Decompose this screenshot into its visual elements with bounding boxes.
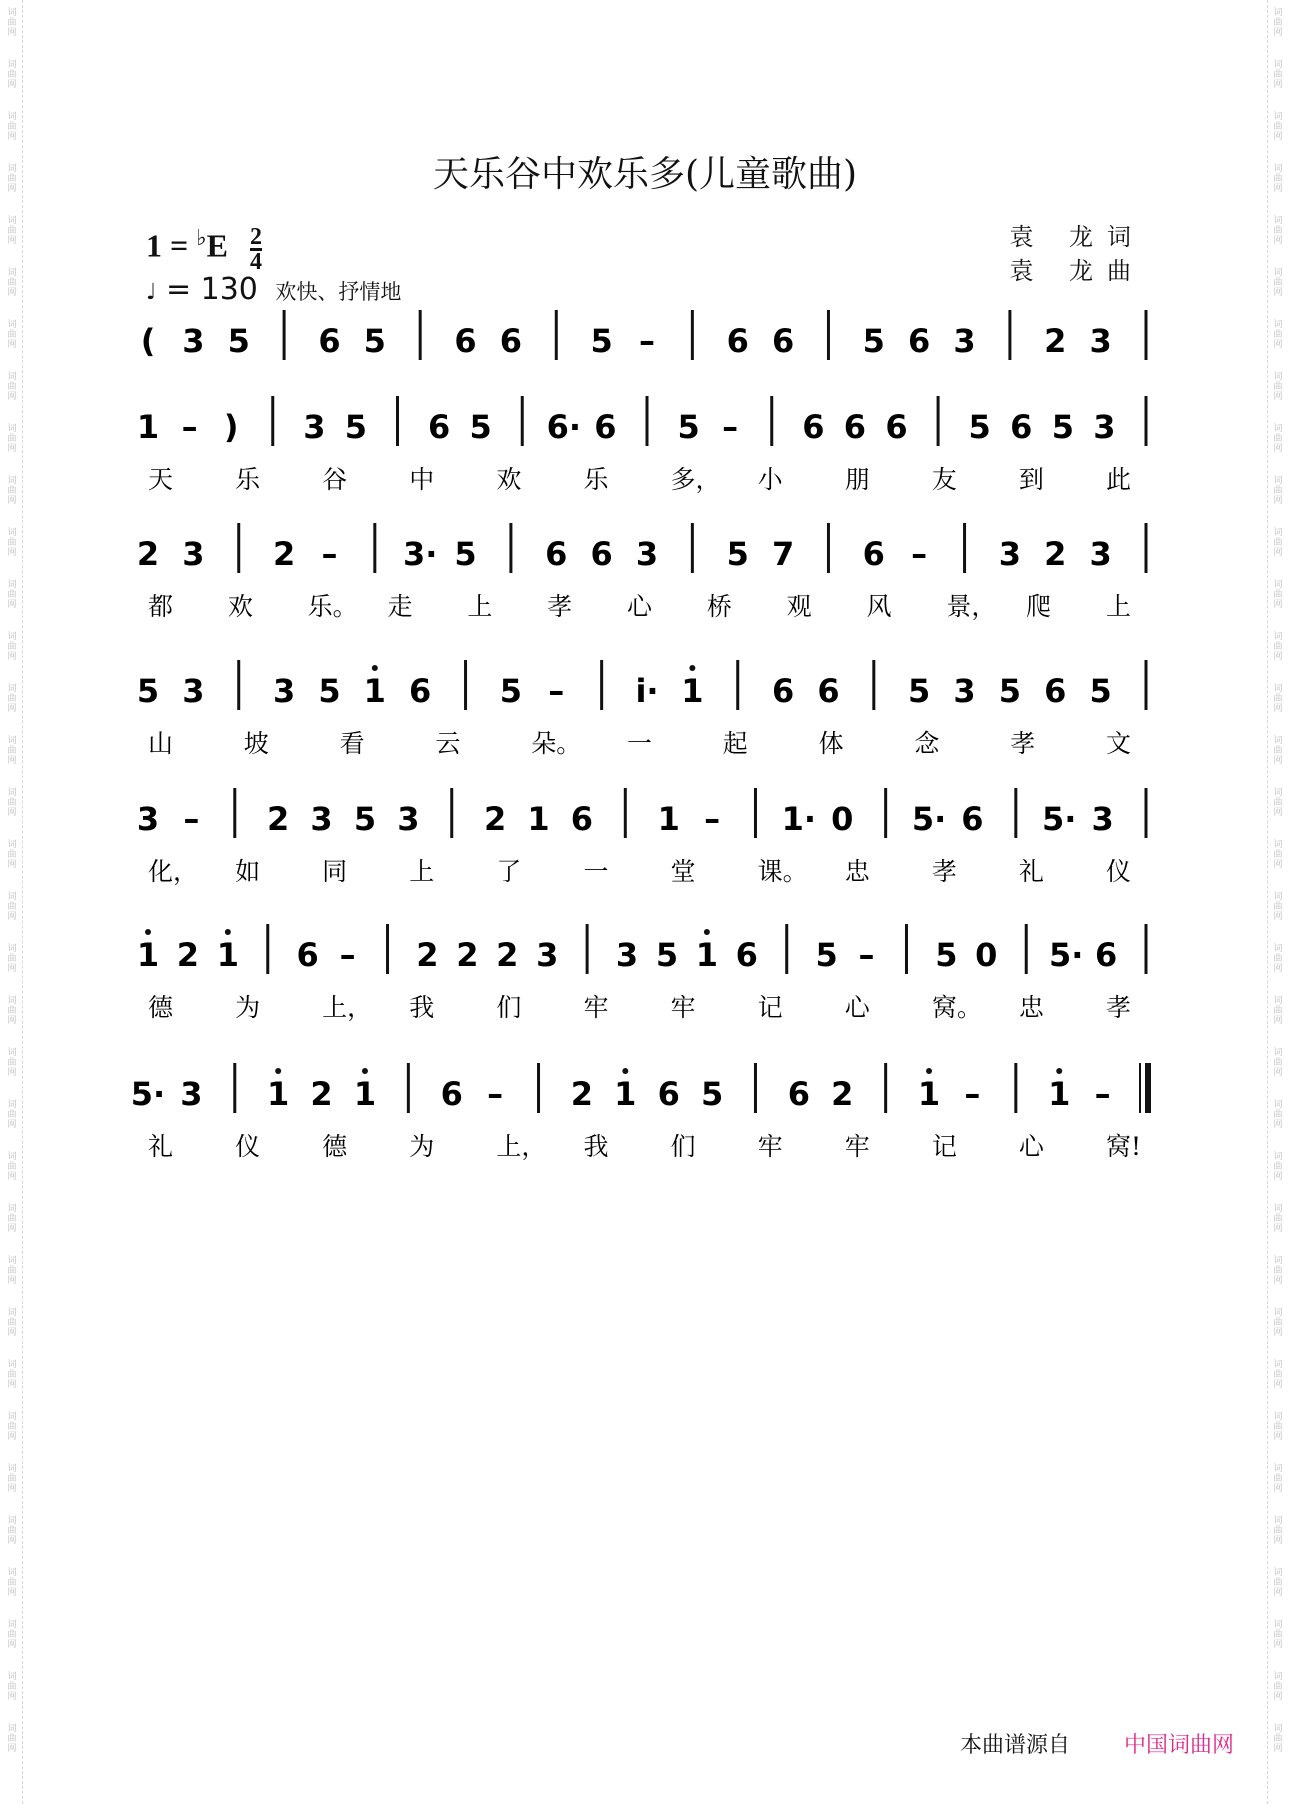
note: 1 [363, 672, 386, 710]
watermark-text: 词 曲 网 [1273, 684, 1283, 714]
watermark-text: 词 曲 网 [1273, 268, 1283, 298]
watermark-text: 词 曲 网 [7, 1152, 17, 1182]
tempo-value: = 130 [165, 272, 258, 307]
watermark-text: 词 曲 网 [1273, 1620, 1283, 1650]
watermark-text: 词 曲 网 [1273, 320, 1283, 350]
lyric-syllable: 窝! [1106, 1132, 1142, 1161]
note: 2 [1044, 535, 1067, 573]
note: 5 [862, 322, 885, 360]
high-octave-dot [362, 1068, 368, 1074]
note: 2 [483, 800, 507, 838]
lyric-syllable: 心 [627, 592, 653, 621]
watermark-text: 词 曲 网 [7, 684, 17, 714]
watermark-text: 词 曲 网 [7, 944, 17, 974]
time-bottom: 4 [249, 248, 262, 275]
watermark-text: 词 曲 网 [1273, 1048, 1283, 1078]
key-prefix: 1 = [146, 227, 197, 264]
lyric-syllable: 仪 [1106, 857, 1132, 886]
lyric-syllable: 看 [339, 729, 365, 758]
high-octave-dot [689, 665, 695, 671]
watermark-text: 词 曲 网 [7, 892, 17, 922]
note: 6 [771, 322, 795, 360]
note: 2 [1044, 322, 1067, 360]
note: 3 [1093, 408, 1116, 446]
note: 3 [635, 535, 659, 573]
song-title: 天乐谷中欢乐多(儿童歌曲) [432, 154, 858, 195]
note: 1 [136, 936, 160, 974]
watermark-text: 词 曲 网 [7, 1464, 17, 1494]
note: 1 [681, 672, 704, 710]
watermark-text: 词 曲 网 [1273, 424, 1283, 454]
lyric-syllable: 起 [722, 729, 748, 758]
watermark-text: 词 曲 网 [7, 528, 17, 558]
note: 6 [735, 936, 758, 974]
lyric-syllable: 体 [818, 729, 844, 758]
lyric-syllable: 上， [496, 1132, 547, 1161]
note: 2 [496, 936, 519, 974]
lyric-syllable: 念 [914, 729, 940, 758]
note: – [964, 1075, 981, 1113]
note: – [639, 322, 655, 360]
note: 1 [1048, 1075, 1071, 1113]
note: 0 [831, 800, 854, 838]
note: 5· [1042, 800, 1077, 838]
lyric-syllable: 爬 [1026, 592, 1052, 621]
composer: 袁 龙曲 [1009, 257, 1145, 285]
note: 5 [700, 1075, 724, 1113]
note: 1 [353, 1075, 377, 1113]
note: 6 [318, 322, 341, 360]
note: 3 [615, 936, 639, 974]
note: 1· [781, 800, 817, 838]
note: 6 [409, 672, 432, 710]
watermark-text: 词 曲 网 [7, 996, 17, 1026]
lyric-syllable: 云 [435, 729, 461, 758]
watermark-text: 词 曲 网 [7, 1100, 17, 1130]
note: 5 [318, 672, 341, 710]
note: 5 [353, 800, 377, 838]
lyric-syllable: 为 [409, 1132, 435, 1161]
watermark-text: 词 曲 网 [7, 840, 17, 870]
lyric-syllable: 我 [583, 1132, 609, 1161]
watermark-text: 词 曲 网 [1273, 1100, 1283, 1130]
watermark-text: 词 曲 网 [1273, 112, 1283, 142]
note: 2 [831, 1075, 854, 1113]
lyric-syllable: 忠 [1018, 993, 1044, 1022]
note: 1 [614, 1075, 637, 1113]
note: 3 [182, 322, 205, 360]
high-octave-dot [622, 1068, 628, 1074]
note: – [1094, 1075, 1111, 1113]
note: 2 [416, 936, 439, 974]
lyric-syllable: 天 [148, 465, 174, 494]
watermark-text: 词 曲 网 [7, 788, 17, 818]
watermark-text: 词 曲 网 [1273, 840, 1283, 870]
lyric-syllable: 谷 [322, 465, 348, 494]
lyric-syllable: 忠 [844, 857, 870, 886]
note: 6 [499, 322, 523, 360]
note: 3 [953, 672, 976, 710]
watermark-text: 词 曲 网 [1273, 1568, 1283, 1598]
watermark-text: 词 曲 网 [7, 8, 17, 38]
footer [960, 1728, 1234, 1759]
note: 5 [655, 936, 679, 974]
note: 2 [570, 1075, 594, 1113]
note: 3 [272, 672, 296, 710]
note: 5 [908, 672, 931, 710]
note: 6 [427, 408, 451, 446]
watermark-text: 词 曲 网 [1273, 632, 1283, 662]
lyric-syllable: 了 [496, 857, 522, 886]
watermark-text: 词 曲 网 [1273, 1204, 1283, 1234]
lyric-syllable: 如 [235, 857, 261, 886]
lyric-syllable: 一 [627, 729, 653, 758]
watermark-text: 词 曲 网 [7, 632, 17, 662]
note: 6 [885, 408, 908, 446]
lyric-syllable: 观 [786, 592, 812, 621]
watermark-text: 词 曲 网 [7, 164, 17, 194]
note: – [487, 1075, 504, 1113]
lyric-syllable: 多， [670, 465, 721, 494]
lyric-syllable: 牢 [670, 993, 696, 1022]
watermark-text: 词 曲 网 [7, 268, 17, 298]
note: 6 [570, 800, 594, 838]
note: 2 [176, 936, 200, 974]
flat-sign: ♭ [196, 225, 207, 250]
lyric-syllable: 上 [467, 592, 493, 621]
footer-brand-link[interactable]: 中国词曲网 [1124, 1733, 1235, 1758]
high-octave-dot [275, 1068, 281, 1074]
lyric-syllable: 们 [496, 993, 522, 1022]
lyric-syllable: 仪 [235, 1132, 261, 1161]
lyric-syllable: 上， [322, 993, 373, 1022]
lyric-syllable: 窝。 [931, 993, 982, 1022]
watermark-text: 词 曲 网 [7, 1412, 17, 1442]
note: 5 [454, 535, 477, 573]
lyric-syllable: 牢 [844, 1132, 870, 1161]
note: 6 [961, 800, 984, 838]
note: 5 [1089, 672, 1112, 710]
note: 1 [216, 936, 239, 974]
lyric-syllable: 我 [409, 993, 435, 1022]
high-octave-dot [704, 929, 710, 935]
lyric-syllable: 德 [148, 993, 174, 1022]
note: 5 [469, 408, 492, 446]
note: 5 [499, 672, 523, 710]
lyric-syllable: 乐 [235, 465, 261, 494]
note: 3 [182, 672, 205, 710]
watermark-text: 词 曲 网 [1273, 372, 1283, 402]
lyric-syllable: 孝 [1010, 729, 1036, 758]
note: 1 [527, 800, 550, 838]
note: 5 [726, 535, 749, 573]
note: 1 [267, 1075, 290, 1113]
note: 3 [998, 535, 1022, 573]
note: 3 [180, 1075, 203, 1113]
note: 6 [802, 408, 825, 446]
lyric-syllable: 欢 [227, 592, 253, 621]
note: 3 [182, 535, 205, 573]
watermark-text: 词 曲 网 [1273, 164, 1283, 194]
note: 3 [1089, 322, 1112, 360]
lyric-syllable: 桥 [706, 592, 732, 621]
note: 3 [953, 322, 976, 360]
note: 6 [1010, 408, 1033, 446]
lyric-syllable: 同 [322, 857, 348, 886]
lyric-syllable: 牢 [583, 993, 609, 1022]
key-note: E [206, 227, 228, 264]
watermark-text: 词 曲 网 [1273, 1412, 1283, 1442]
lyric-syllable: 朋 [844, 465, 870, 494]
note: 1 [695, 936, 719, 974]
watermark-text: 词 曲 网 [1273, 736, 1283, 766]
lyric-syllable: 上 [409, 857, 435, 886]
note: 5 [344, 408, 368, 446]
note: 5 [968, 408, 991, 446]
watermark-text: 词 曲 网 [1273, 60, 1283, 90]
watermark-text: 词 曲 网 [7, 216, 17, 246]
lyric-syllable: 孝 [931, 857, 957, 886]
lyric-syllable: 德 [322, 1132, 348, 1161]
note: 6 [843, 408, 867, 446]
watermark-text: 词 曲 网 [7, 372, 17, 402]
note: 5 [363, 322, 386, 360]
lyric-syllable: 上 [1106, 592, 1132, 621]
note: 7 [771, 535, 795, 573]
watermark-text: 词 曲 网 [1273, 944, 1283, 974]
note: 5 [136, 672, 160, 710]
lyric-syllable: 一 [583, 857, 609, 886]
lyric-syllable: 乐 [583, 465, 609, 494]
watermark-text: 词 曲 网 [1273, 528, 1283, 558]
note: – [321, 535, 338, 573]
lyric-syllable: 景， [946, 592, 997, 621]
note: 1 [657, 800, 680, 838]
note: 2 [272, 535, 296, 573]
watermark-text: 词 曲 网 [1273, 216, 1283, 246]
note: 2 [456, 936, 479, 974]
watermark-text: 词 曲 网 [7, 60, 17, 90]
lyricist: 袁 龙词 [1009, 223, 1145, 251]
note: 6 [1094, 936, 1118, 974]
note: 3 [1091, 800, 1114, 838]
watermark-text: 词 曲 网 [1273, 1464, 1283, 1494]
high-octave-dot [145, 929, 151, 935]
watermark-text: 词 曲 网 [7, 1256, 17, 1286]
note: 5 [590, 322, 613, 360]
watermark-text: 词 曲 网 [1273, 1672, 1283, 1702]
note: 5· [130, 1075, 166, 1113]
note: 6 [296, 936, 319, 974]
note: 6 [440, 1075, 463, 1113]
note: – [181, 408, 198, 446]
note: 6 [771, 672, 795, 710]
lyric-syllable: 中 [409, 465, 435, 494]
high-octave-dot [225, 929, 231, 935]
lyric-syllable: 们 [670, 1132, 696, 1161]
note: 3 [397, 800, 420, 838]
time-top: 2 [249, 223, 262, 250]
lyric-syllable: 乐。 [307, 592, 358, 621]
watermark-text: 词 曲 网 [1273, 580, 1283, 610]
watermark-text: 词 曲 网 [1273, 1516, 1283, 1546]
note: 3· [402, 535, 438, 573]
note: 5 [677, 408, 700, 446]
watermark-text: 词 曲 网 [1273, 1308, 1283, 1338]
lyric-syllable: 朵。 [531, 729, 582, 758]
lyric-syllable: 此 [1106, 465, 1132, 494]
lyric-syllable: 山 [148, 729, 174, 758]
watermark-text: 词 曲 网 [7, 1672, 17, 1702]
note: ( [140, 322, 156, 360]
high-octave-dot [1056, 1068, 1062, 1074]
quarter-note-icon: ♩ [146, 280, 157, 305]
note: – [183, 800, 200, 838]
note: 6· [546, 408, 582, 446]
lyric-syllable: 小 [757, 465, 783, 494]
lyric-syllable: 都 [148, 592, 174, 621]
note: 2 [136, 535, 160, 573]
note: 5 [998, 672, 1022, 710]
watermark-text: 词 曲 网 [7, 1568, 17, 1598]
note: – [911, 535, 928, 573]
watermark-text: 词 曲 网 [1273, 1152, 1283, 1182]
note: 6 [787, 1075, 811, 1113]
note: 5 [815, 936, 838, 974]
note: 2 [310, 1075, 333, 1113]
note: 6 [726, 322, 749, 360]
tempo-expression: 欢快、抒情地 [275, 280, 402, 304]
watermark-text: 词 曲 网 [7, 580, 17, 610]
watermark-text: 词 曲 网 [7, 424, 17, 454]
note: 3 [136, 800, 160, 838]
lyric-syllable: 牢 [757, 1132, 783, 1161]
lyric-syllable: 礼 [148, 1132, 174, 1161]
note: 5 [1051, 408, 1074, 446]
watermark-text: 词 曲 网 [7, 112, 17, 142]
lyric-syllable: 化， [148, 857, 199, 886]
note: – [858, 936, 875, 974]
footer-text: 本曲谱源自 [960, 1733, 1071, 1758]
note: 6 [1044, 672, 1067, 710]
lyric-syllable: 孝 [547, 592, 573, 621]
lyric-syllable: 到 [1018, 465, 1044, 494]
note: i· [635, 672, 659, 710]
note: 6 [590, 535, 613, 573]
lyric-syllable: 坡 [243, 729, 269, 758]
note: 6 [657, 1075, 680, 1113]
note: 3 [303, 408, 326, 446]
note: 6 [594, 408, 617, 446]
watermark-text: 词 曲 网 [7, 1048, 17, 1078]
watermark-text: 词 曲 网 [1273, 476, 1283, 506]
watermark-text: 词 曲 网 [1273, 1724, 1283, 1754]
watermark-text: 词 曲 网 [7, 320, 17, 350]
note: – [704, 800, 721, 838]
note: 2 [267, 800, 290, 838]
lyric-syllable: 文 [1106, 729, 1132, 758]
watermark-text: 词 曲 网 [7, 1724, 17, 1754]
note: – [548, 672, 565, 710]
lyric-syllable: 课。 [757, 857, 808, 886]
watermark-text: 词 曲 网 [1273, 8, 1283, 38]
note: – [722, 408, 739, 446]
note: 5 [227, 322, 250, 360]
lyric-syllable: 礼 [1018, 857, 1044, 886]
lyric-syllable: 走 [387, 592, 413, 621]
watermark-text: 词 曲 网 [7, 1360, 17, 1390]
lyric-syllable: 堂 [670, 857, 696, 886]
watermark-text: 词 曲 网 [7, 1204, 17, 1234]
high-octave-dot [926, 1068, 932, 1074]
lyric-syllable: 为 [235, 993, 261, 1022]
watermark-text: 词 曲 网 [1273, 788, 1283, 818]
note: ) [223, 408, 239, 446]
lyric-syllable: 心 [844, 993, 870, 1022]
note: 3 [1089, 535, 1112, 573]
lyric-syllable: 记 [931, 1132, 957, 1161]
note: 1 [917, 1075, 941, 1113]
note: – [339, 936, 356, 974]
note: 3 [536, 936, 559, 974]
watermark-text: 词 曲 网 [1273, 996, 1283, 1026]
watermark-text: 词 曲 网 [1273, 1360, 1283, 1390]
lyric-syllable: 友 [931, 465, 957, 494]
watermark-text: 词 曲 网 [7, 1516, 17, 1546]
note: 6 [454, 322, 477, 360]
watermark-text: 词 曲 网 [7, 1620, 17, 1650]
lyric-syllable: 记 [757, 993, 783, 1022]
note: 6 [817, 672, 840, 710]
watermark-text: 词 曲 网 [7, 736, 17, 766]
note: 0 [975, 936, 998, 974]
lyric-syllable: 孝 [1106, 993, 1132, 1022]
lyric-syllable: 风 [866, 592, 892, 621]
note: 6 [862, 535, 885, 573]
note: 6 [908, 322, 931, 360]
note: 5· [1048, 936, 1084, 974]
high-octave-dot [372, 665, 378, 671]
note: 3 [310, 800, 333, 838]
note: 1 [136, 408, 160, 446]
watermark-text: 词 曲 网 [7, 1308, 17, 1338]
lyric-syllable: 欢 [496, 465, 522, 494]
lyric-syllable: 心 [1018, 1132, 1044, 1161]
watermark-text: 词 曲 网 [1273, 1256, 1283, 1286]
note: 6 [545, 535, 568, 573]
note: 5 [935, 936, 958, 974]
watermark-text: 词 曲 网 [7, 476, 17, 506]
watermark-text: 词 曲 网 [1273, 892, 1283, 922]
note: 5· [911, 800, 947, 838]
